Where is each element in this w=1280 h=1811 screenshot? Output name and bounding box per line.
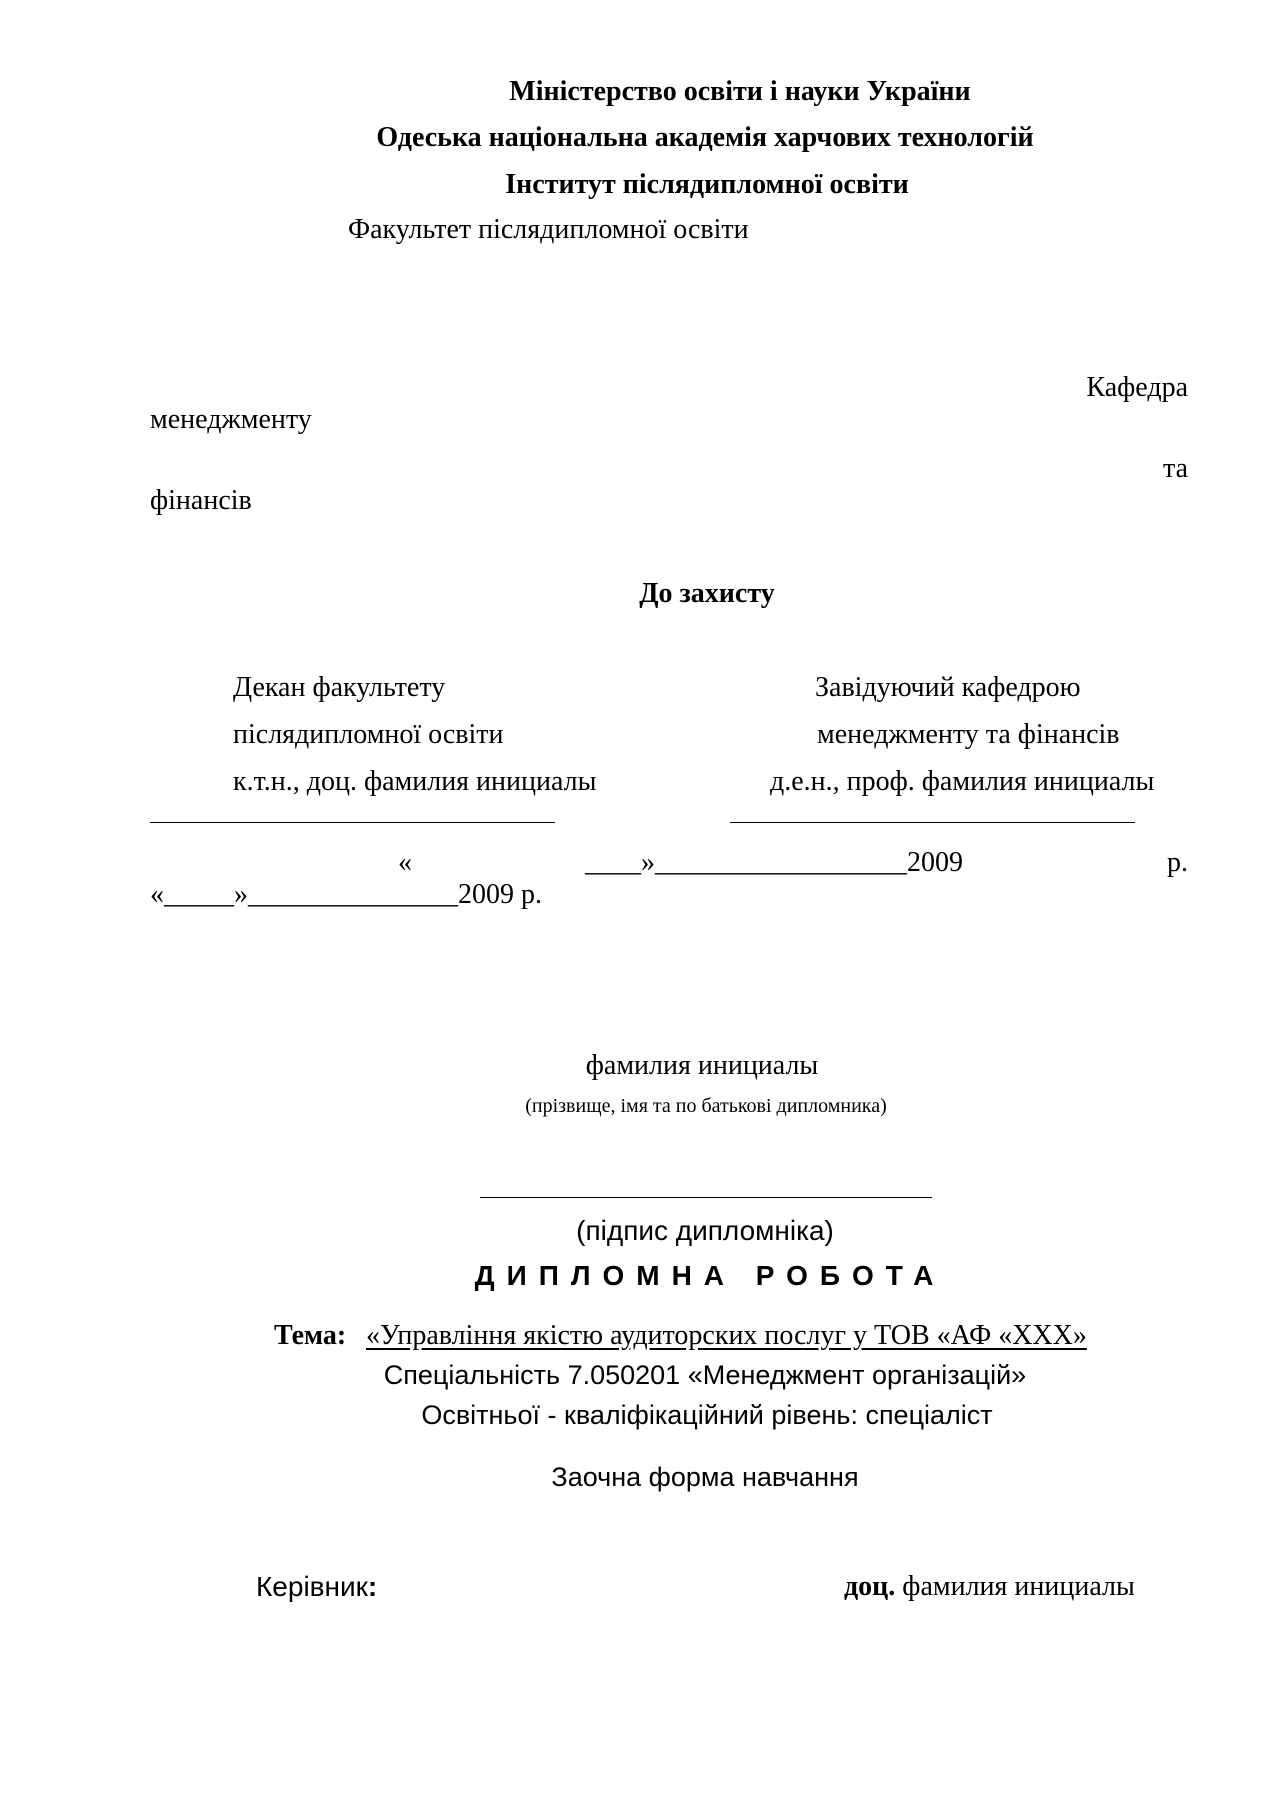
supervisor-label-colon: : xyxy=(367,1571,378,1602)
thesis-heading: ДИПЛОМНА РОБОТА xyxy=(474,1260,946,1291)
student-signature-caption: (підпис дипломніка) xyxy=(576,1215,834,1246)
faculty-title: Факультет післядипломної освіти xyxy=(348,214,749,245)
dean-person: к.т.н., доц. фамилия инициалы xyxy=(233,766,597,797)
head-unit: менеджменту та фінансів xyxy=(817,719,1120,750)
head-person: д.е.н., проф. фамилия инициалы xyxy=(770,766,1155,797)
student-signature-line xyxy=(480,1197,932,1198)
dean-title: Декан факультету xyxy=(233,672,446,703)
head-date-line: ____»__________________2009 xyxy=(585,847,963,878)
department-label: Кафедра xyxy=(1086,372,1188,403)
head-title: Завідуючий кафедрою xyxy=(815,672,1081,703)
ministry-title: Міністерство освіти і науки України xyxy=(509,76,971,107)
dean-date-line: «_____»_______________2009 р. xyxy=(150,879,542,910)
dean-unit: післядипломної освіти xyxy=(233,719,504,750)
supervisor-label xyxy=(256,1573,377,1601)
institute-title: Інститут післядипломної освіти xyxy=(505,169,909,200)
study-form: Заочна форма навчання xyxy=(551,1462,859,1492)
head-date-year-suffix: р. xyxy=(1167,847,1188,878)
specialty: Спеціальність 7.050201 «Менеджмент організацій» xyxy=(383,1360,1027,1390)
academy-title: Одеська національна академія харчових технологій xyxy=(376,122,1034,153)
topic-label: Тема: xyxy=(274,1320,347,1351)
student-name-caption: (прізвище, імя та по батькові дипломника) xyxy=(525,1095,887,1117)
supervisor-person xyxy=(844,1573,1135,1601)
head-signature-line xyxy=(730,822,1135,823)
student-name: фамилия инициалы xyxy=(585,1050,819,1081)
approval-heading: До захисту xyxy=(639,578,775,609)
thesis-topic: «Управління якістю аудиторских послуг у ТОВ «АФ «ХХХ» xyxy=(366,1320,1087,1351)
supervisor-name: фамилия инициалы xyxy=(902,1571,1135,1602)
supervisor-label-text: Керівник xyxy=(256,1571,368,1602)
department-name-part2: фінансів xyxy=(150,485,252,516)
date-open-quote: « xyxy=(398,847,412,878)
qualification-level: Освітньої - кваліфікаційний рівень: спеціаліст xyxy=(421,1400,993,1430)
department-conjunction: та xyxy=(1162,453,1188,484)
department-name-part1: менеджменту xyxy=(150,404,312,435)
supervisor-title: доц. xyxy=(844,1571,896,1602)
dean-signature-line xyxy=(150,822,555,823)
